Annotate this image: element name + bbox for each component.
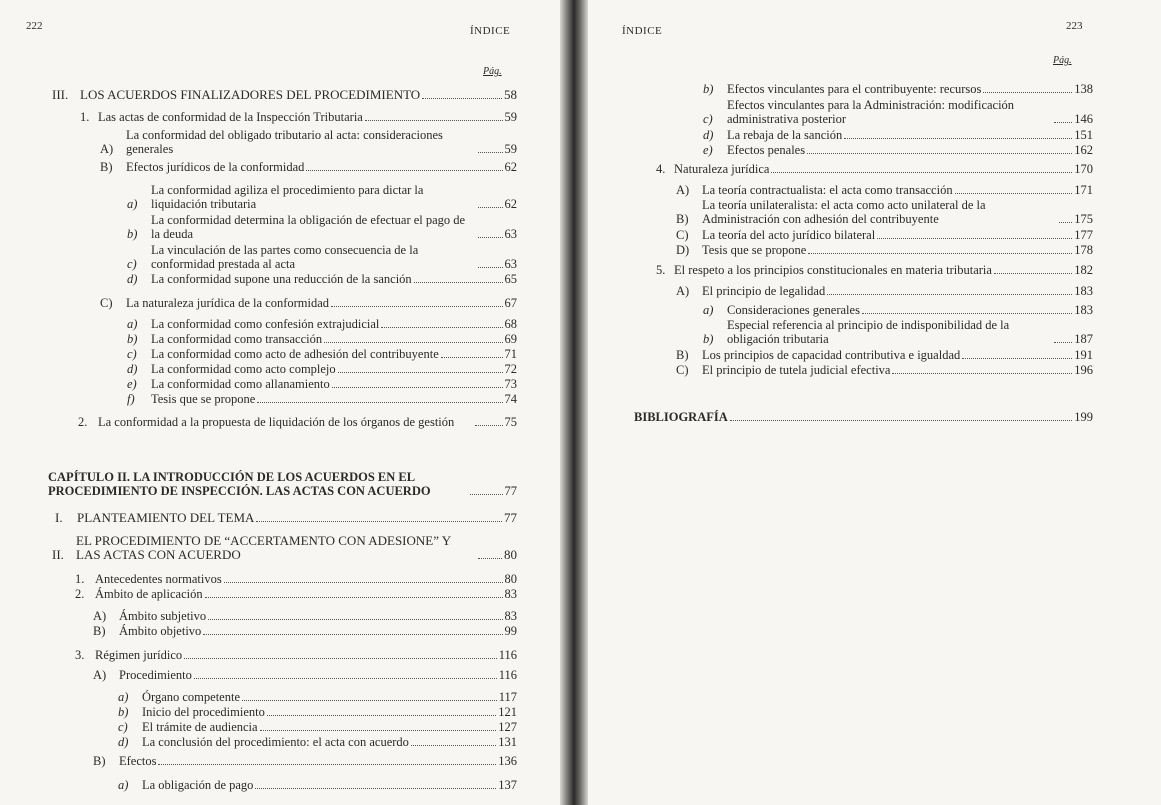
toc-entry: b) La conformidad como transacción 69	[127, 332, 517, 346]
toc-entry: b) Efectos vinculantes para el contribuyente: recursos 138	[703, 82, 1093, 96]
page-number: 222	[26, 20, 43, 32]
toc-entry: B) Efectos 136	[93, 754, 517, 768]
toc-entry: a) Consideraciones generales 183	[703, 303, 1093, 317]
toc-entry: b) La conformidad determina la obligación de efectuar el pago de la deuda 63	[127, 213, 517, 241]
toc-entry: d) La conformidad como acto complejo 72	[127, 362, 517, 376]
toc-entry: 4. Naturaleza jurídica 170	[656, 162, 1093, 176]
page-column-label: Pág.	[483, 66, 502, 77]
toc-entry: III. LOS ACUERDOS FINALIZADORES DEL PROCEDIMIENTO 58	[52, 87, 517, 102]
toc-entry: A) El principio de legalidad 183	[676, 284, 1093, 298]
toc-entry: A) Ámbito subjetivo 83	[93, 609, 517, 623]
toc-entry: 2. La conformidad a la propuesta de liquidación de los órganos de gestión 75	[78, 415, 517, 429]
toc-entry: e) La conformidad como allanamiento 73	[127, 377, 517, 391]
bibliography-heading: BIBLIOGRAFÍA 199	[634, 410, 1093, 424]
running-head: ÍNDICE	[622, 25, 663, 37]
toc-entry: d) La conclusión del procedimiento: el acta con acuerdo 131	[118, 735, 517, 749]
running-head: ÍNDICE	[470, 25, 511, 37]
book-gutter	[560, 0, 588, 805]
page-number: 223	[1066, 20, 1083, 32]
toc-entry: II. EL PROCEDIMIENTO DE “ACCERTAMENTO CON ADESIONE” Y LAS ACTAS CON ACUERDO 80	[52, 533, 517, 562]
toc-entry: c) La vinculación de las partes como consecuencia de la conformidad prestada al acta 63	[127, 243, 517, 271]
toc-entry: A) La teoría contractualista: el acta como transacción 171	[676, 183, 1093, 197]
toc-entry: 3. Régimen jurídico 116	[75, 648, 517, 662]
toc-entry: a) La conformidad agiliza el procedimiento para dictar la liquidación tributaria 62	[127, 183, 517, 211]
toc-entry: f) Tesis que se propone 74	[127, 392, 517, 406]
page-column-label: Pág.	[1053, 55, 1072, 66]
toc-entry: a) La conformidad como confesión extrajudicial 68	[127, 317, 517, 331]
toc-entry: 1. Antecedentes normativos 80	[75, 572, 517, 586]
toc-entry: A) Procedimiento 116	[93, 668, 517, 682]
toc-entry: a) La obligación de pago 137	[118, 778, 517, 792]
toc-entry: B) Ámbito objetivo 99	[93, 624, 517, 638]
chapter-heading: CAPÍTULO II. LA INTRODUCCIÓN DE LOS ACUERDOS EN EL PROCEDIMIENTO DE INSPECCIÓN. LAS ACTAS CON ACUERDO 77	[48, 470, 517, 498]
toc-entry: c) El trámite de audiencia 127	[118, 720, 517, 734]
toc-entry: C) La naturaleza jurídica de la conformidad 67	[100, 296, 517, 310]
toc-entry: b) Inicio del procedimiento 121	[118, 705, 517, 719]
toc-entry: C) La teoría del acto jurídico bilateral 177	[676, 228, 1093, 242]
toc-entry: e) Efectos penales 162	[703, 143, 1093, 157]
toc-entry: d) La rebaja de la sanción 151	[703, 128, 1093, 142]
toc-entry: A) La conformidad del obligado tributario al acta: consideraciones generales 59	[100, 128, 517, 156]
toc-entry: a) Órgano competente 117	[118, 690, 517, 704]
toc-entry: B) Efectos jurídicos de la conformidad 62	[100, 160, 517, 174]
toc-entry: B) Los principios de capacidad contributiva e igualdad 191	[676, 348, 1093, 362]
toc-entry: I. PLANTEAMIENTO DEL TEMA 77	[55, 510, 517, 525]
toc-entry: c) La conformidad como acto de adhesión del contribuyente 71	[127, 347, 517, 361]
toc-entry: C) El principio de tutela judicial efectiva 196	[676, 363, 1093, 377]
right-page	[588, 0, 1161, 805]
toc-entry: b) Especial referencia al principio de indisponibilidad de la obligación tributaria 187	[703, 318, 1093, 346]
toc-entry: 2. Ámbito de aplicación 83	[75, 587, 517, 601]
toc-entry: B) La teoría unilateralista: el acta como acto unilateral de la Administración con adhesión del contribuyente 175	[676, 198, 1093, 226]
left-page	[0, 0, 560, 805]
toc-entry: 1. Las actas de conformidad de la Inspección Tributaria 59	[80, 110, 517, 124]
toc-entry: c) Efectos vinculantes para la Administración: modificación administrativa posterior 146	[703, 98, 1093, 126]
toc-entry: 5. El respeto a los principios constitucionales en materia tributaria 182	[656, 263, 1093, 277]
toc-entry: D) Tesis que se propone 178	[676, 243, 1093, 257]
toc-entry: d) La conformidad supone una reducción de la sanción 65	[127, 272, 517, 286]
